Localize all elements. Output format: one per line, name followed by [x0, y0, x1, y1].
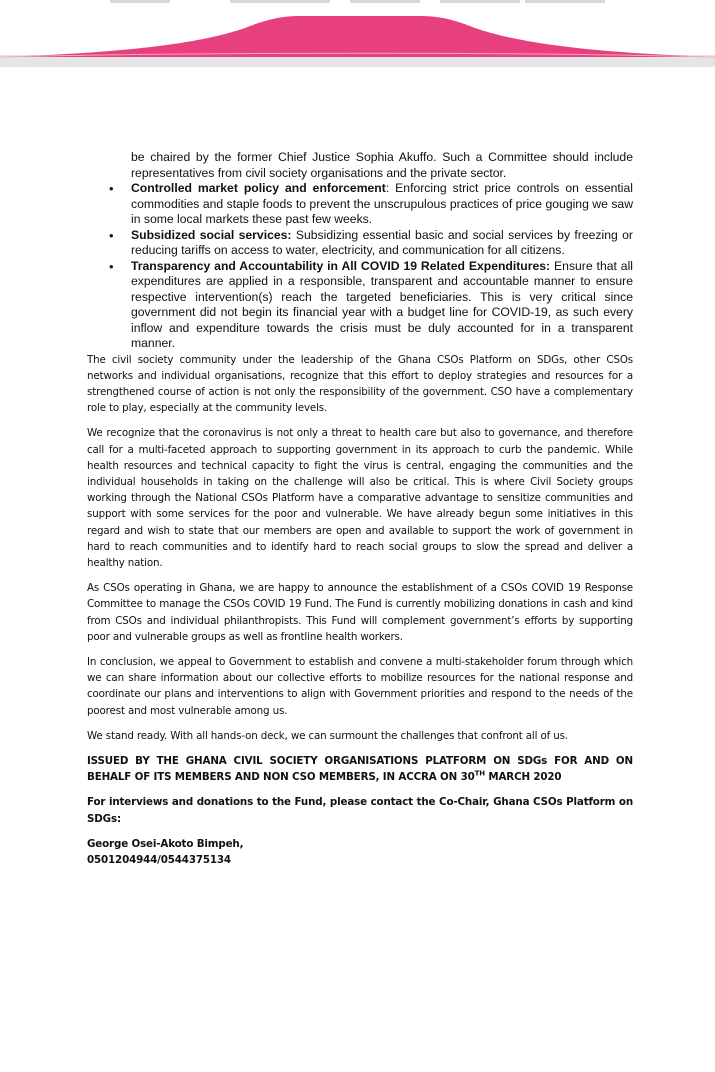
bullet-title: Controlled market policy and enforcement	[131, 181, 386, 195]
page-header-banner	[0, 0, 715, 70]
bullet-separator: :	[385, 181, 396, 195]
contact-intro: For interviews and donations to the Fund, please contact the Co-Chair, Ghana CSOs Platform on SDGs:	[87, 796, 633, 825]
contact-block	[87, 836, 633, 868]
list-item	[131, 228, 633, 259]
issued-text: ISSUED BY THE GHANA CIVIL SOCIETY ORGANISATIONS PLATFORM ON SDGs FOR AND ON BEHALF OF ITS MEMBERS AND NON CSO MEMBERS, IN ACCRA ON 30	[87, 754, 633, 784]
paragraph-conclusion: In conclusion, we appeal to Government to establish and convene a multi-stakeholder forum through which we can share information about our collective efforts to mobilize resources for the national response and coordinate our plans and interventions to align with Government priorities and respond to the needs of the poorest and most vulnerable among us.	[87, 655, 633, 717]
bullet-text: Enforcing strict price controls on essential commodities and staple foods to prevent the unscrupulous practices of price gouging we saw in some local markets these past few weeks.	[131, 181, 633, 226]
issued-date-suffix: TH	[474, 769, 485, 778]
issued-date-tail: MARCH 2020	[484, 771, 562, 784]
bullet-title: Subsidized social services:	[131, 227, 292, 242]
contact-phones: 0501204944/0544375134	[87, 853, 231, 866]
header-decoration	[0, 0, 715, 70]
list-continuation-text: be chaired by the former Chief Justice Sophia Akuffo. Such a Committee should include representatives from civil society organisations and the private sector.	[131, 150, 633, 180]
paragraph-multi-faceted-approach: We recognize that the coronavirus is not only a threat to health care but also to governance, and therefore call for a multi-faceted approach to supporting government in its approach to curb the pandemic. While health resources and technical capacity to fight the virus is central, engaging the communities and the individual households in taking on the challenge will also be critical. This is where Civil Society groups working through the National CSOs Platform have a comparative advantage to sensitize communities and support with some services for the poor and vulnerable. We have already begun some initiatives in this regard and wish to state that our members are open and available to support the work of government in hard to reach communities and to identify hard to reach social groups to slow the spread and deliver a healthy nation.	[87, 427, 633, 569]
paragraph-csos-role: The civil society community under the leadership of the Ghana CSOs Platform on SDGs, other CSOs networks and individual organisations, recognize that this effort to deploy strategies and resources for a strengthened course of action is not only the responsibility of the government. CSO have a complementary role to play, especially at the community levels.	[87, 353, 633, 415]
paragraph-response-committee: As CSOs operating in Ghana, we are happy to announce the establishment of a CSOs COVID 19 Response Committee to manage the CSOs COVID 19 Fund. The Fund is currently mobilizing donations in cash and kind from CSOs and individual philanthropists. This Fund will complement government’s efforts by supporting poor and vulnerable groups as well as frontline health workers.	[87, 582, 633, 643]
document-body	[87, 150, 633, 868]
bullet-text: Ensure that all expenditures are applied in a responsible, transparent and accountable manner to ensure respective intervention(s) reach the targeted beneficiaries. This is very critical since government did not begin its financial year with a budget line for COVID-19, as such every inflow and expenditure towards the crisis must be duly accounted for in a transparent manner.	[131, 258, 633, 350]
paragraph-stand-ready: We stand ready. With all hands-on deck, we can surmount the challenges that confront all of us.	[87, 729, 568, 742]
header-pink-swoosh	[0, 16, 715, 57]
bullet-title: Transparency and Accountability in All COVID 19 Related Expenditures:	[131, 258, 551, 273]
contact-name: George Osei-Akoto Bimpeh,	[87, 837, 244, 850]
issued-statement	[87, 753, 633, 785]
bullet-text: Subsidizing essential basic and social services by freezing or reducing tariffs on access to water, electricity, and communication for all citizens.	[131, 227, 633, 257]
list-item	[131, 259, 633, 352]
list-item	[131, 181, 633, 228]
recommendation-list	[87, 181, 633, 352]
